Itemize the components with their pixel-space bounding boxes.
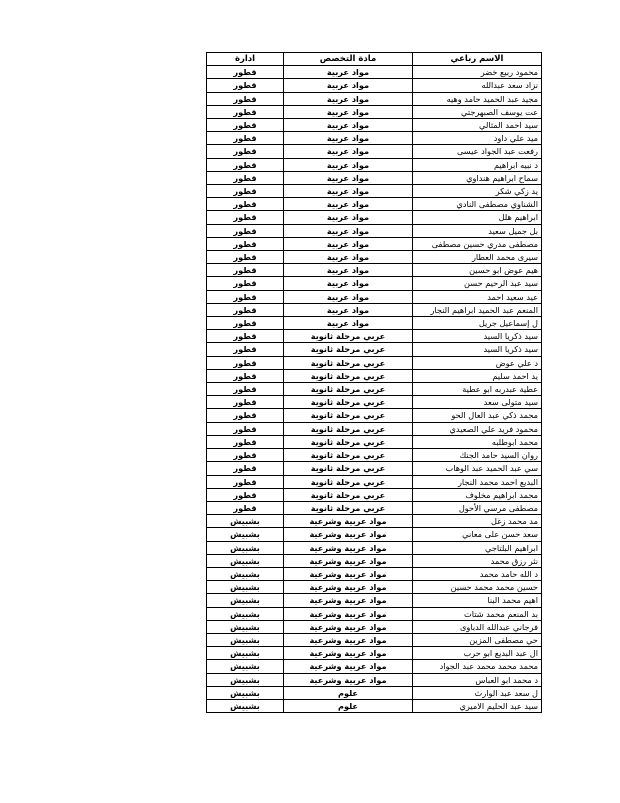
cell-admin: قطور [207,211,284,224]
table-row [207,303,542,316]
table-row [207,105,542,118]
table-row [207,435,542,448]
cell-subject: مواد عربية [284,79,413,92]
cell-subject: مواد عربية [284,211,413,224]
cell-admin: قطور [207,488,284,501]
cell-name: المنعم عبد الحميد ابراهيم النجار [413,303,542,316]
table-row [207,264,542,277]
table-row [207,699,542,712]
cell-name: محمد ابوطلبه [413,435,542,448]
cell-subject: مواد عربية [284,66,413,79]
cell-subject: مواد عربية [284,224,413,237]
cell-subject: عربي مرحلة ثانوية [284,488,413,501]
cell-subject: مواد عربية [284,119,413,132]
table-row [207,145,542,158]
cell-admin: بشبيش [207,686,284,699]
table-row [207,581,542,594]
cell-name: ل إسماعيل جريل [413,317,542,330]
cell-name: ابراهيم البلتاجي [413,541,542,554]
cell-name: بل جميل سعيد [413,224,542,237]
table-row [207,369,542,382]
cell-admin: قطور [207,449,284,462]
cell-subject: عربي مرحلة ثانوية [284,462,413,475]
cell-subject: مواد عربية [284,185,413,198]
cell-name: محمود ربيع خضر [413,66,542,79]
table-row [207,383,542,396]
table-row [207,554,542,567]
table-row [207,66,542,79]
table-row [207,251,542,264]
table-row [207,620,542,633]
cell-name: الشناوي مصطفى النادي [413,198,542,211]
cell-name: محمد ذكي عبد العال الحو [413,409,542,422]
table-row [207,647,542,660]
cell-name: هيم عوض ابو حسين [413,264,542,277]
cell-admin: قطور [207,435,284,448]
cell-admin: قطور [207,396,284,409]
table-row [207,290,542,303]
cell-name: رفعت عبد الجواد عيسى [413,145,542,158]
table-row [207,343,542,356]
cell-subject: عربي مرحلة ثانوية [284,356,413,369]
cell-subject: مواد عربية وشرعية [284,594,413,607]
cell-name: يد زكي شكر [413,185,542,198]
cell-name: حي مصطفى المزين [413,633,542,646]
cell-subject: مواد عربية [284,132,413,145]
cell-name: روان السيد حامد الجنك [413,449,542,462]
table-row [207,277,542,290]
cell-name: مجيد عبد الحميد حامد وهيه [413,92,542,105]
cell-name: سماح ابراهيم هنداوي [413,171,542,184]
cell-subject: مواد عربية وشرعية [284,607,413,620]
cell-name: د نبيه ابراهيم [413,158,542,171]
cell-admin: بشبيش [207,541,284,554]
cell-admin: قطور [207,303,284,316]
cell-name: عت يوسف الصبهرجتي [413,105,542,118]
cell-subject: عربي مرحلة ثانوية [284,435,413,448]
cell-subject: مواد عربية [284,277,413,290]
cell-name: عطية عبدربه ابو عطية [413,383,542,396]
table-row [207,673,542,686]
cell-admin: قطور [207,475,284,488]
table-row [207,422,542,435]
cell-name: سعد حسن على معاني [413,528,542,541]
cell-name: د علي عوض [413,356,542,369]
cell-name: محمد ابراهيم مخلوف [413,488,542,501]
cell-admin: بشبيش [207,528,284,541]
table-header-row [207,53,542,66]
cell-name: فرجاني عبدالله الدباوى [413,620,542,633]
cell-admin: بشبيش [207,660,284,673]
cell-admin: بشبيش [207,699,284,712]
header-admin: ادارة [207,53,284,66]
cell-admin: قطور [207,343,284,356]
cell-subject: مواد عربية [284,92,413,105]
cell-name: د الله حامد محمد [413,567,542,580]
cell-subject: مواد عربية [284,158,413,171]
cell-admin: قطور [207,422,284,435]
cell-admin: قطور [207,290,284,303]
cell-subject: مواد عربية وشرعية [284,567,413,580]
cell-subject: مواد عربية وشرعية [284,673,413,686]
cell-subject: مواد عربية وشرعية [284,541,413,554]
cell-name: ال عبد البديع ابو حرب [413,647,542,660]
cell-subject: عربي مرحلة ثانوية [284,475,413,488]
cell-admin: قطور [207,66,284,79]
cell-admin: بشبيش [207,567,284,580]
cell-admin: بشبيش [207,594,284,607]
cell-admin: قطور [207,317,284,330]
cell-admin: قطور [207,105,284,118]
cell-admin: قطور [207,224,284,237]
cell-name: سيد احمد المثالي [413,119,542,132]
table-row [207,633,542,646]
cell-subject: مواد عربية وشرعية [284,660,413,673]
cell-name: سيد ذكريا السيد [413,343,542,356]
cell-name: سيد ذكريا السيد [413,330,542,343]
cell-admin: قطور [207,79,284,92]
table-row [207,541,542,554]
table-row [207,488,542,501]
cell-admin: بشبيش [207,607,284,620]
cell-admin: قطور [207,330,284,343]
cell-admin: قطور [207,277,284,290]
table-row [207,224,542,237]
cell-admin: قطور [207,145,284,158]
cell-admin: بشبيش [207,581,284,594]
table-row [207,171,542,184]
cell-admin: قطور [207,383,284,396]
table-row [207,449,542,462]
cell-subject: عربي مرحلة ثانوية [284,330,413,343]
cell-subject: مواد عربية وشرعية [284,554,413,567]
table-row [207,607,542,620]
cell-name: البديع احمد محمد النجار [413,475,542,488]
cell-subject: عربي مرحلة ثانوية [284,449,413,462]
cell-subject: عربي مرحلة ثانوية [284,396,413,409]
cell-name: سيد متولى سعد [413,396,542,409]
table-row [207,317,542,330]
cell-name: محمد محمد محمد عبد الجواد [413,660,542,673]
cell-name: ميد علي داود [413,132,542,145]
table-row [207,501,542,514]
cell-subject: مواد عربية وشرعية [284,633,413,646]
cell-admin: قطور [207,119,284,132]
cell-admin: قطور [207,171,284,184]
cell-admin: بشبيش [207,515,284,528]
cell-name: بد المنعم محمد شتات [413,607,542,620]
cell-name: ل سعد عبد الوارث [413,686,542,699]
cell-name: نزاد سعد عبدالله [413,79,542,92]
cell-subject: مواد عربية [284,290,413,303]
table-row [207,475,542,488]
cell-subject: علوم [284,686,413,699]
cell-name: عيد سعيد احمد [413,290,542,303]
cell-subject: عربي مرحلة ثانوية [284,369,413,382]
cell-name: محمود فريد علي الصعيدي [413,422,542,435]
header-name: الاسم رباعي [413,53,542,66]
table-row [207,409,542,422]
cell-subject: مواد عربية وشرعية [284,581,413,594]
cell-subject: عربي مرحلة ثانوية [284,422,413,435]
cell-admin: قطور [207,264,284,277]
cell-admin: قطور [207,158,284,171]
table-row [207,132,542,145]
table-row [207,330,542,343]
cell-subject: مواد عربية [284,251,413,264]
cell-admin: قطور [207,369,284,382]
cell-subject: مواد عربية [284,198,413,211]
cell-admin: قطور [207,462,284,475]
cell-admin: قطور [207,185,284,198]
table-row [207,92,542,105]
cell-subject: مواد عربية [284,105,413,118]
cell-name: د محمد ابو العباس [413,673,542,686]
cell-name: سيد عبد الحليم الاميري [413,699,542,712]
cell-subject: مواد عربية وشرعية [284,620,413,633]
cell-admin: قطور [207,409,284,422]
cell-subject: مواد عربية وشرعية [284,528,413,541]
cell-admin: قطور [207,132,284,145]
cell-admin: قطور [207,251,284,264]
table-row [207,158,542,171]
cell-name: نثر رزق محمد [413,554,542,567]
cell-admin: بشبيش [207,633,284,646]
cell-subject: مواد عربية [284,264,413,277]
cell-subject: مواد عربية وشرعية [284,515,413,528]
cell-admin: قطور [207,198,284,211]
cell-admin: قطور [207,92,284,105]
cell-name: سي عبد الحميد عبد الوهاب [413,462,542,475]
table-row [207,185,542,198]
cell-subject: مواد عربية [284,237,413,250]
table-row [207,462,542,475]
cell-subject: مواد عربية [284,171,413,184]
cell-admin: قطور [207,237,284,250]
table-row [207,528,542,541]
table-row [207,356,542,369]
table-row [207,567,542,580]
table-row [207,515,542,528]
table-row [207,396,542,409]
table-row [207,594,542,607]
cell-name: حسين محمد محمد حسين [413,581,542,594]
cell-subject: علوم [284,699,413,712]
cell-name: يد احمد سليم [413,369,542,382]
table-row [207,119,542,132]
cell-name: سيرى محمد العطار [413,251,542,264]
cell-name: سيد عبد الرحيم حسن [413,277,542,290]
cell-name: مد محمد زغل [413,515,542,528]
cell-subject: مواد عربية [284,303,413,316]
cell-subject: عربي مرحلة ثانوية [284,409,413,422]
cell-subject: عربي مرحلة ثانوية [284,343,413,356]
table-row [207,198,542,211]
cell-admin: بشبيش [207,647,284,660]
cell-admin: بشبيش [207,620,284,633]
table-row [207,79,542,92]
table-row [207,660,542,673]
cell-name: ابراهيم هلل [413,211,542,224]
header-subject: مادة التخصص [284,53,413,66]
cell-subject: عربي مرحلة ثانوية [284,383,413,396]
table-row [207,211,542,224]
cell-subject: مواد عربية [284,317,413,330]
cell-admin: بشبيش [207,673,284,686]
cell-subject: مواد عربية وشرعية [284,647,413,660]
cell-name: اهيم محمد البنا [413,594,542,607]
cell-admin: بشبيش [207,554,284,567]
cell-admin: قطور [207,501,284,514]
cell-name: مصطفى مرسي الأحول [413,501,542,514]
table-row [207,686,542,699]
teachers-table [206,52,542,713]
cell-subject: مواد عربية [284,145,413,158]
cell-admin: قطور [207,356,284,369]
table-row [207,237,542,250]
cell-name: مصطفى مدري حسين مصطفى [413,237,542,250]
cell-subject: عربي مرحلة ثانوية [284,501,413,514]
